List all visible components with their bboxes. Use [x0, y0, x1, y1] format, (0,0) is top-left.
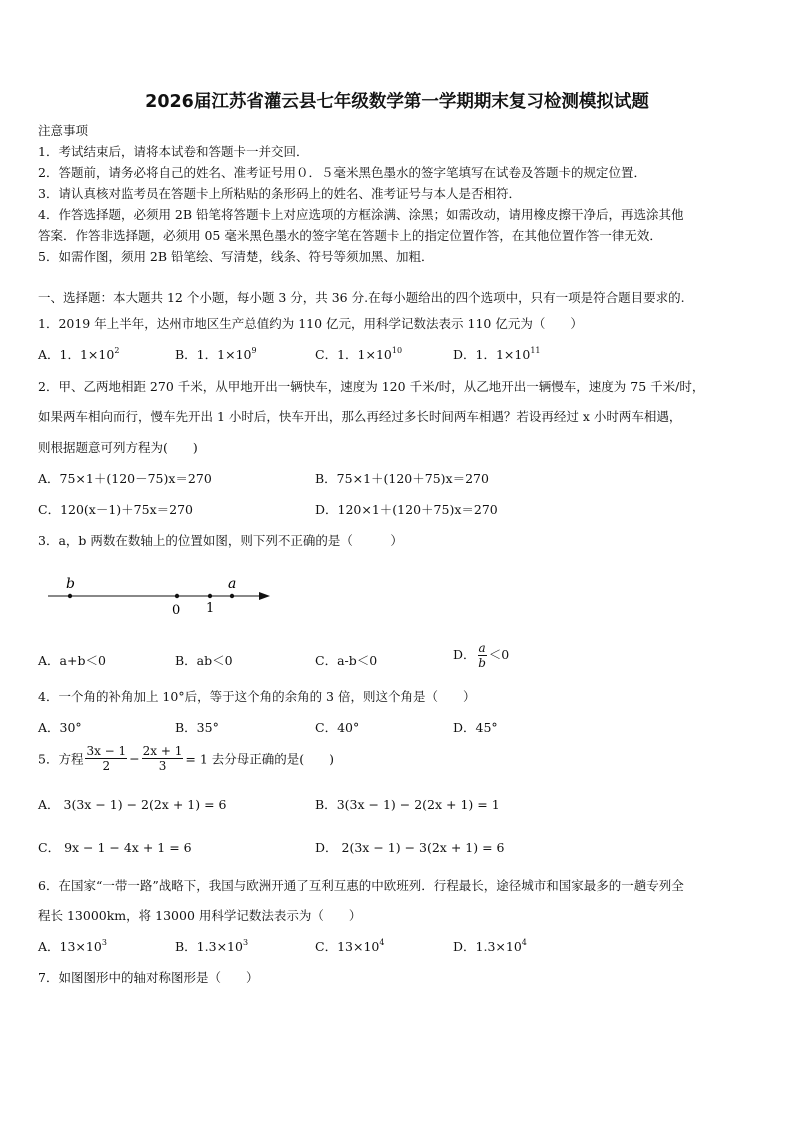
notice-item-3: 3．请认真核对监考员在答题卡上所粘贴的条形码上的姓名、准考证号与本人是否相符．	[38, 186, 521, 201]
point-a	[230, 594, 234, 598]
notice-heading: 注意事项	[38, 123, 89, 138]
q3-option-b: B．ab＜0	[175, 653, 233, 668]
q4-option-d: D．45°	[453, 720, 498, 735]
q1-option-a: A．1．$1\times 10^2$	[38, 346, 120, 362]
q2-option-b: B．75×1＋(120＋75)x＝270	[315, 471, 489, 486]
q1-option-c: C．1．$1\times 10^{10}$	[315, 346, 403, 362]
q2-option-a: A．75×1＋(120－75)x＝270	[38, 471, 212, 486]
q3-option-c: C．a-b＜0	[315, 653, 378, 668]
q6-option-c: C．$13\times 10^4$	[315, 938, 385, 954]
q6-option-b: B．$1.3\times 10^3$	[175, 938, 249, 954]
label-a: a	[228, 576, 237, 592]
notice-item-4: 4．作答选择题，必须用 2B 铅笔将答题卡上对应选项的方框涂满、涂黑；如需改动，请用橡皮擦干净后，再选涂其他	[38, 207, 684, 222]
q5-option-a: A． 3(3x − 1) − 2(2x + 1) = 6	[38, 797, 227, 812]
notice-item-2: 2．答题前，请务必将自己的姓名、准考证号用０．５毫米黑色墨水的签字笔填写在试卷及答题卡的规定位置．	[38, 165, 646, 180]
q2-option-c: C．120(x－1)＋75x＝270	[38, 502, 193, 517]
number-line-figure	[40, 570, 280, 620]
label-one: 1	[206, 601, 215, 616]
q6-stem-2: 程长 13000km，将 13000 用科学记数法表示为（ ）	[38, 908, 362, 923]
arrow-icon	[259, 592, 270, 600]
q5-stem: 5．方程 $\frac{3x - 1}{2}$ − $\frac{2x + 1}{3}$ = 1 去分母正确的是( )	[38, 744, 335, 773]
q4-option-b: B．35°	[175, 720, 219, 735]
q2-option-d: D．120×1＋(120＋75)x＝270	[315, 502, 498, 517]
section-heading: 一、选择题：本大题共 12 个小题，每小题 3 分，共 36 分.在每小题给出的四个选项中，只有一项是符合题目要求的.	[38, 290, 685, 305]
page-title: 2026届江苏省灌云县七年级数学第一学期期末复习检测模拟试题	[145, 92, 649, 112]
label-b: b	[66, 576, 75, 592]
q3-stem: 3．a，b 两数在数轴上的位置如图，则下列不正确的是（ ）	[38, 533, 403, 548]
point-zero	[175, 594, 179, 598]
label-zero: 0	[172, 603, 181, 618]
q7-stem: 7．如图图形中的轴对称图形是（ ）	[38, 970, 259, 985]
point-one	[208, 594, 212, 598]
q6-option-d: D．$1.3\times 10^4$	[453, 938, 527, 954]
notice-item-5: 5．如需作图，须用 2B 铅笔绘、写清楚，线条、符号等须加黑、加粗．	[38, 249, 434, 264]
q5-option-b: B．3(3x − 1) − 2(2x + 1) = 1	[315, 797, 500, 812]
q1-option-d: D．1．$1\times 10^{11}$	[453, 346, 541, 362]
q6-option-a: A．$13\times 10^3$	[38, 938, 107, 954]
q2-stem-1: 2．甲、乙两地相距 270 千米，从甲地开出一辆快车，速度为 120 千米/时，从乙地开出一辆慢车，速度为 75 千米/时，	[38, 379, 705, 394]
q2-stem-3: 则根据题意可列方程为( )	[38, 440, 198, 455]
q3-option-d: D． $\frac{a}{b}$ ＜0	[453, 641, 510, 670]
q3-option-a: A．a+b＜0	[38, 653, 106, 668]
q4-option-a: A．30°	[38, 720, 82, 735]
q4-stem: 4．一个角的补角加上 10°后，等于这个角的余角的 3 倍，则这个角是（ ）	[38, 689, 476, 704]
notice-item-4-cont: 答案．作答非选择题，必须用 05 毫米黑色墨水的签字笔在答题卡上的指定位置作答，在其他位置作答一律无效．	[38, 228, 662, 243]
point-b	[68, 594, 72, 598]
q2-stem-2: 如果两车相向而行，慢车先开出 1 小时后，快车开出，那么再经过多长时间两车相遇？若设再经过 x 小时两车相遇，	[38, 409, 682, 424]
notice-item-1: 1．考试结束后，请将本试卷和答题卡一并交回．	[38, 144, 309, 159]
q4-option-c: C．40°	[315, 720, 360, 735]
q5-option-c: C． 9x − 1 − 4x + 1 = 6	[38, 840, 192, 855]
q6-stem-1: 6．在国家“一带一路”战略下，我国与欧洲开通了互利互惠的中欧班列．行程最长，途径城市和国家最多的一趟专列全	[38, 878, 684, 893]
q5-option-d: D． 2(3x − 1) − 3(2x + 1) = 6	[315, 840, 505, 855]
q1-option-b: B．1．$1\times 10^9$	[175, 346, 257, 362]
q1-stem: 1．2019 年上半年，达州市地区生产总值约为 110 亿元，用科学记数法表示 110 亿元为（ ）	[38, 316, 583, 331]
